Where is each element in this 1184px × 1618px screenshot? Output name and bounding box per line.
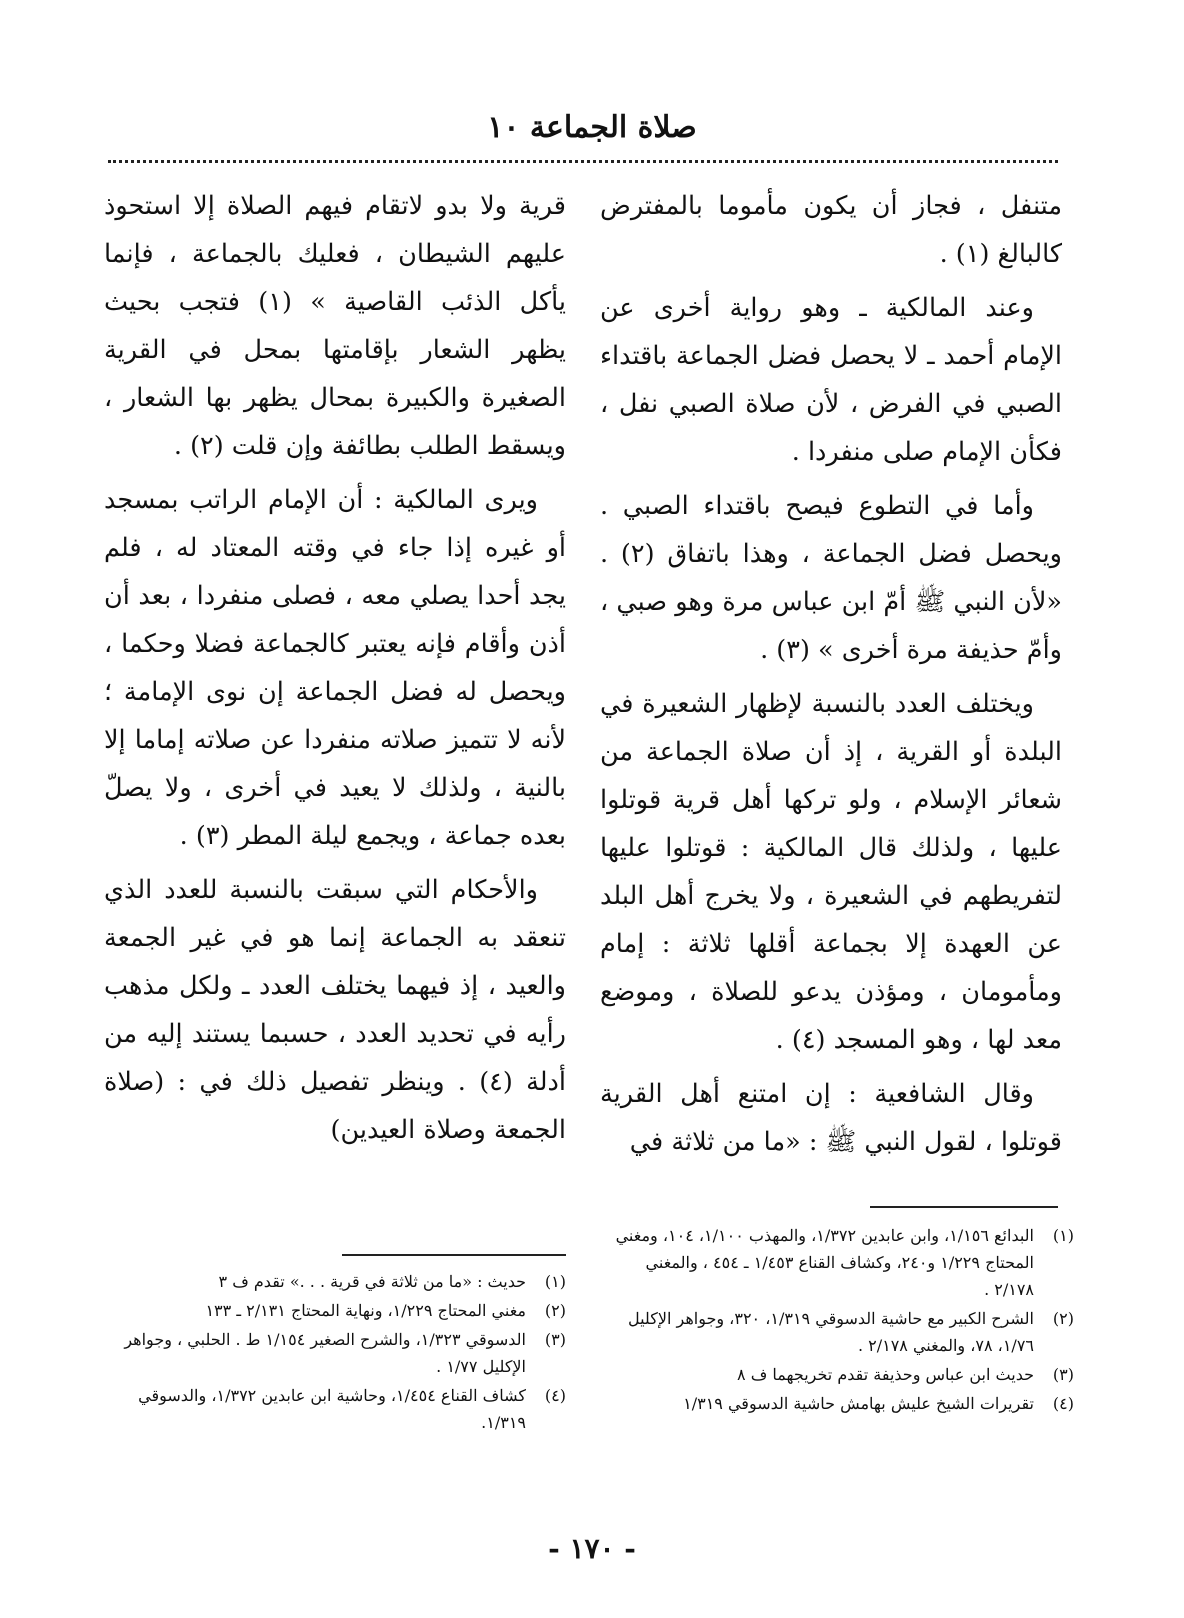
footnote-divider-right — [870, 1206, 1058, 1208]
footnote-text: الشرح الكبير مع حاشية الدسوقي ١/٣١٩، ٣٢٠، وجواهر الإكليل ١/٧٦، ٧٨، والمغني ٢/١٧٨ . — [627, 1309, 1034, 1355]
footnote-number: (٤) — [544, 1386, 566, 1405]
footnote-divider-left — [342, 1254, 566, 1256]
footnotes-left — [104, 1268, 566, 1438]
right-text-column — [600, 182, 1062, 1172]
footnote — [104, 1382, 566, 1436]
footnote-number: (٣) — [1052, 1365, 1074, 1384]
page-number: - ١٧٠ - — [548, 1532, 636, 1565]
footnotes-right — [612, 1222, 1074, 1419]
footnote-number: (٢) — [544, 1301, 566, 1320]
footnote-number: (١) — [544, 1272, 566, 1291]
footnote-text: كشاف القناع ١/٤٥٤، وحاشية ابن عابدين ١/٣٧٢، والدسوقي ١/٣١٩. — [138, 1386, 526, 1432]
paragraph: والأحكام التي سبقت بالنسبة للعدد الذي تنعقد به الجماعة إنما هو في غير الجمعة والعيد ، إذ فيهما يختلف العدد ـ ولكل مذهب رأيه في تحديد العدد ، حسبما يستند إليه من أدلة (٤) . وينظر تفصيل ذلك في : (صلاة الجمعة وصلاة العيدين) — [104, 875, 566, 1145]
paragraph: وقال الشافعية : إن امتنع أهل القرية قوتلوا ، لقول النبي ﷺ : «ما من ثلاثة في — [600, 1079, 1062, 1157]
left-text-column — [104, 182, 566, 1160]
footnote-text: حديث ابن عباس وحذيفة تقدم تخريجهما ف ٨ — [737, 1365, 1034, 1384]
footnote-text: مغني المحتاج ١/٢٢٩، ونهاية المحتاج ٢/١٣١ ـ ١٣٣ — [205, 1301, 526, 1320]
paragraph: وأما في التطوع فيصح باقتداء الصبي . ويحصل فضل الجماعة ، وهذا باتفاق (٢) . «لأن النبي ﷺ أمّ ابن عباس مرة وهو صبي ، وأمّ حذيفة مرة أخرى » (٣) . — [600, 491, 1062, 665]
header-dotted-divider — [108, 160, 1058, 163]
footnote — [104, 1297, 566, 1324]
footnote — [612, 1361, 1074, 1388]
footnote-text: حديث : «ما من ثلاثة في قرية . . .» تقدم ف ٣ — [218, 1272, 526, 1291]
footnote-number: (١) — [1052, 1226, 1074, 1245]
footnote — [104, 1268, 566, 1295]
footnote — [104, 1326, 566, 1380]
page-title: صلاة الجماعة ١٠ — [487, 110, 697, 145]
footnote — [612, 1390, 1074, 1417]
footnote-number: (٢) — [1052, 1309, 1074, 1328]
footnote-text: الدسوقي ١/٣٢٣، والشرح الصغير ١/١٥٤ ط . الحلبي ، وجواهر الإكليل ١/٧٧ . — [124, 1330, 526, 1376]
footnote — [612, 1222, 1074, 1303]
paragraph: متنفل ، فجاز أن يكون مأموما بالمفترض كالبالغ (١) . — [600, 191, 1062, 269]
footnote-number: (٣) — [544, 1330, 566, 1349]
footnote-text: تقريرات الشيخ عليش بهامش حاشية الدسوقي ١/٣١٩ — [683, 1394, 1034, 1413]
footnote — [612, 1305, 1074, 1359]
paragraph: قرية ولا بدو لاتقام فيهم الصلاة إلا استحوذ عليهم الشيطان ، فعليك بالجماعة ، فإنما يأكل الذئب القاصية » (١) فتجب بحيث يظهر الشعار بإقامتها بمحل في القرية الصغيرة والكبيرة بمحال يظهر بها الشعار ، ويسقط الطلب بطائفة وإن قلت (٢) . — [104, 191, 566, 461]
paragraph: ويختلف العدد بالنسبة لإظهار الشعيرة في البلدة أو القرية ، إذ أن صلاة الجماعة من شعائر الإسلام ، ولو تركها أهل قرية قوتلوا عليها ، ولذلك قال المالكية : قوتلوا عليها لتفريطهم في الشعيرة ، ولا يخرج أهل البلد عن العهدة إلا بجماعة أقلها ثلاثة : إمام ومأمومان ، ومؤذن يدعو للصلاة ، وموضع معد لها ، وهو المسجد (٤) . — [600, 689, 1062, 1055]
footnote-text: البدائع ١/١٥٦، وابن عابدين ١/٣٧٢، والمهذب ١/١٠٠، ١٠٤، ومغني المحتاج ١/٢٢٩ و٢٤٠، وكشاف القناع ١/٤٥٣ ـ ٤٥٤ ، والمغني ٢/١٧٨ . — [615, 1226, 1034, 1299]
paragraph: وعند المالكية ـ وهو رواية أخرى عن الإمام أحمد ـ لا يحصل فضل الجماعة باقتداء الصبي في الفرض ، لأن صلاة الصبي نفل ، فكأن الإمام صلى منفردا . — [600, 293, 1062, 467]
paragraph: ويرى المالكية : أن الإمام الراتب بمسجد أو غيره إذا جاء في وقته المعتاد له ، فلم يجد أحدا يصلي معه ، فصلى منفردا ، بعد أن أذن وأقام فإنه يعتبر كالجماعة فضلا وحكما ، ويحصل له فضل الجماعة إن نوى الإمامة ؛ لأنه لا تتميز صلاته منفردا عن صلاته إماما إلا بالنية ، ولذلك لا يعيد في أخرى ، ولا يصلّ بعده جماعة ، ويجمع ليلة المطر (٣) . — [104, 485, 566, 851]
footnote-number: (٤) — [1052, 1394, 1074, 1413]
